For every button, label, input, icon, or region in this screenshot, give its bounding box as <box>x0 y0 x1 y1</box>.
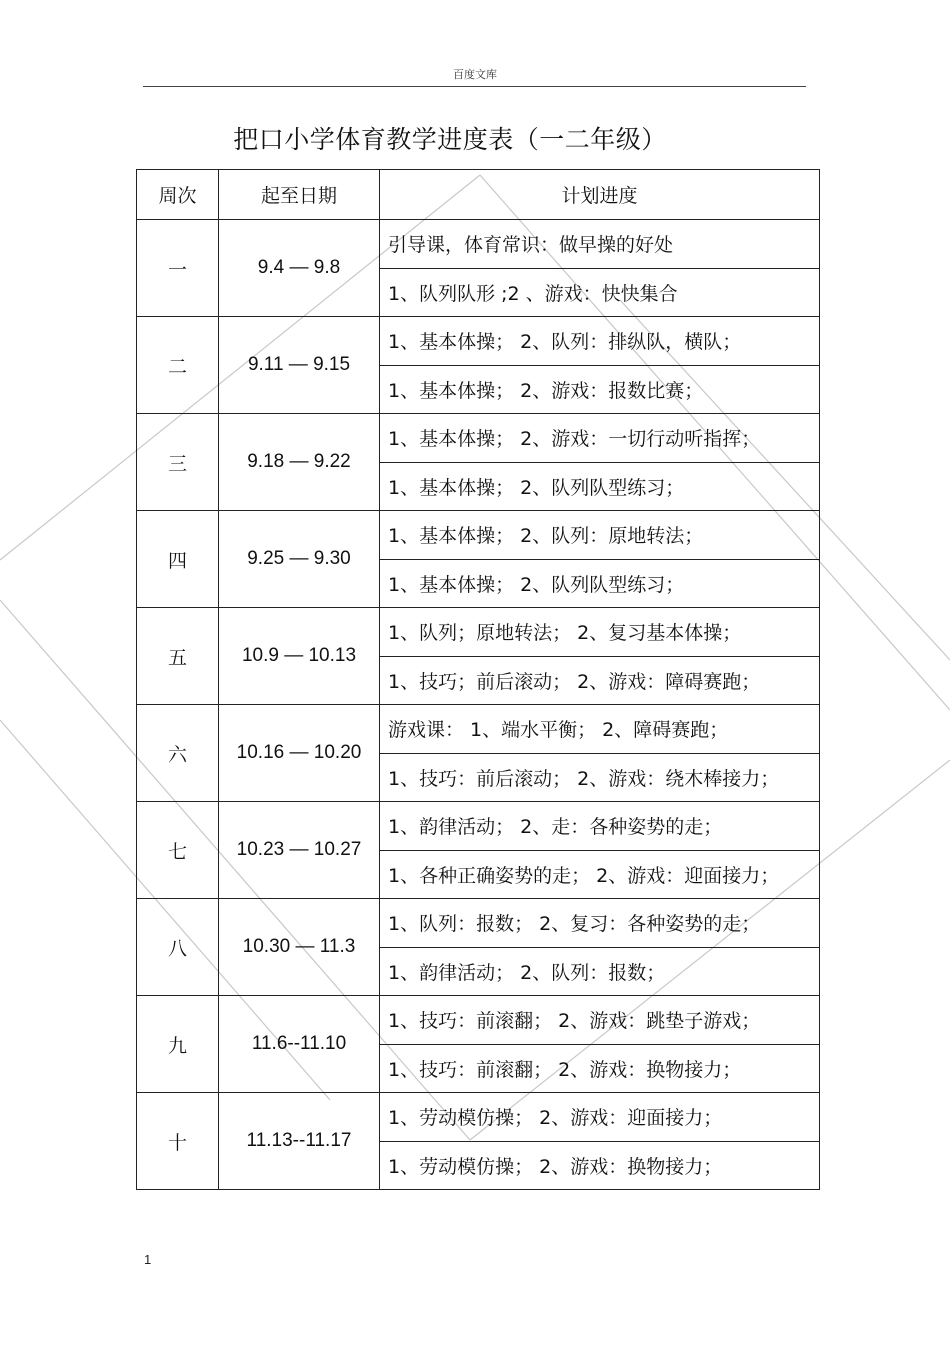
plan-cell: 1、劳动模仿操； 2、游戏：换物接力； <box>380 1141 820 1190</box>
week-cell: 六 <box>137 705 219 802</box>
plan-cell: 1、队列：报数； 2、复习：各种姿势的走； <box>380 899 820 948</box>
table-row <box>137 802 820 851</box>
week-cell: 五 <box>137 608 219 705</box>
date-cell: 10.23 — 10.27 <box>219 802 380 899</box>
plan-cell: 1、各种正确姿势的走； 2、游戏：迎面接力； <box>380 850 820 899</box>
plan-cell: 1、劳动模仿操； 2、游戏：迎面接力； <box>380 1093 820 1142</box>
date-cell: 9.18 — 9.22 <box>219 414 380 511</box>
page-number: 1 <box>144 1252 152 1267</box>
plan-cell: 1、技巧：前后滚动； 2、游戏：绕木棒接力； <box>380 753 820 802</box>
date-cell: 10.30 — 11.3 <box>219 899 380 996</box>
week-cell: 三 <box>137 414 219 511</box>
table-row <box>137 899 820 948</box>
plan-cell: 1、基本体操； 2、队列：原地转法； <box>380 511 820 560</box>
plan-cell: 1、技巧；前后滚动； 2、游戏：障碍赛跑； <box>380 656 820 705</box>
date-cell: 9.4 — 9.8 <box>219 220 380 317</box>
week-cell: 一 <box>137 220 219 317</box>
date-cell: 11.6--11.10 <box>219 996 380 1093</box>
week-cell: 二 <box>137 317 219 414</box>
table-row <box>137 1093 820 1142</box>
week-cell: 七 <box>137 802 219 899</box>
plan-cell: 1、韵律活动； 2、队列：报数； <box>380 947 820 996</box>
plan-cell: 引导课，体育常识：做早操的好处 <box>380 220 820 269</box>
plan-cell: 1、基本体操； 2、队列：排纵队，横队； <box>380 317 820 366</box>
date-cell: 10.9 — 10.13 <box>219 608 380 705</box>
document-title: 把口小学体育教学进度表（一二年级） <box>233 125 667 154</box>
page-header: 百度文库 <box>453 68 497 81</box>
date-cell: 9.11 — 9.15 <box>219 317 380 414</box>
plan-cell: 1、队列队形 ;2 、游戏：快快集合 <box>380 268 820 317</box>
plan-cell: 1、队列；原地转法； 2、复习基本体操； <box>380 608 820 657</box>
table-row <box>137 705 820 754</box>
table-row <box>137 317 820 366</box>
schedule-table <box>136 169 820 1190</box>
plan-cell: 1、韵律活动； 2、走：各种姿势的走； <box>380 802 820 851</box>
plan-cell: 游戏课： 1、端水平衡； 2、障碍赛跑； <box>380 705 820 754</box>
plan-cell: 1、基本体操； 2、队列队型练习； <box>380 559 820 608</box>
plan-cell: 1、技巧：前滚翻； 2、游戏：跳垫子游戏； <box>380 996 820 1045</box>
header-rule <box>143 86 806 87</box>
table-row <box>137 414 820 463</box>
table-row <box>137 608 820 657</box>
plan-cell: 1、基本体操； 2、游戏：一切行动听指挥； <box>380 414 820 463</box>
plan-cell: 1、基本体操； 2、游戏：报数比赛； <box>380 365 820 414</box>
header-week: 周次 <box>137 170 219 220</box>
plan-cell: 1、基本体操； 2、队列队型练习； <box>380 462 820 511</box>
date-cell: 10.16 — 10.20 <box>219 705 380 802</box>
table-row <box>137 220 820 269</box>
table-header-row <box>137 170 820 220</box>
week-cell: 九 <box>137 996 219 1093</box>
week-cell: 八 <box>137 899 219 996</box>
header-dates: 起至日期 <box>219 170 380 220</box>
header-plan: 计划进度 <box>380 170 820 220</box>
table-row <box>137 511 820 560</box>
plan-cell: 1、技巧：前滚翻； 2、游戏：换物接力； <box>380 1044 820 1093</box>
date-cell: 9.25 — 9.30 <box>219 511 380 608</box>
week-cell: 四 <box>137 511 219 608</box>
table-row <box>137 996 820 1045</box>
week-cell: 十 <box>137 1093 219 1190</box>
date-cell: 11.13--11.17 <box>219 1093 380 1190</box>
